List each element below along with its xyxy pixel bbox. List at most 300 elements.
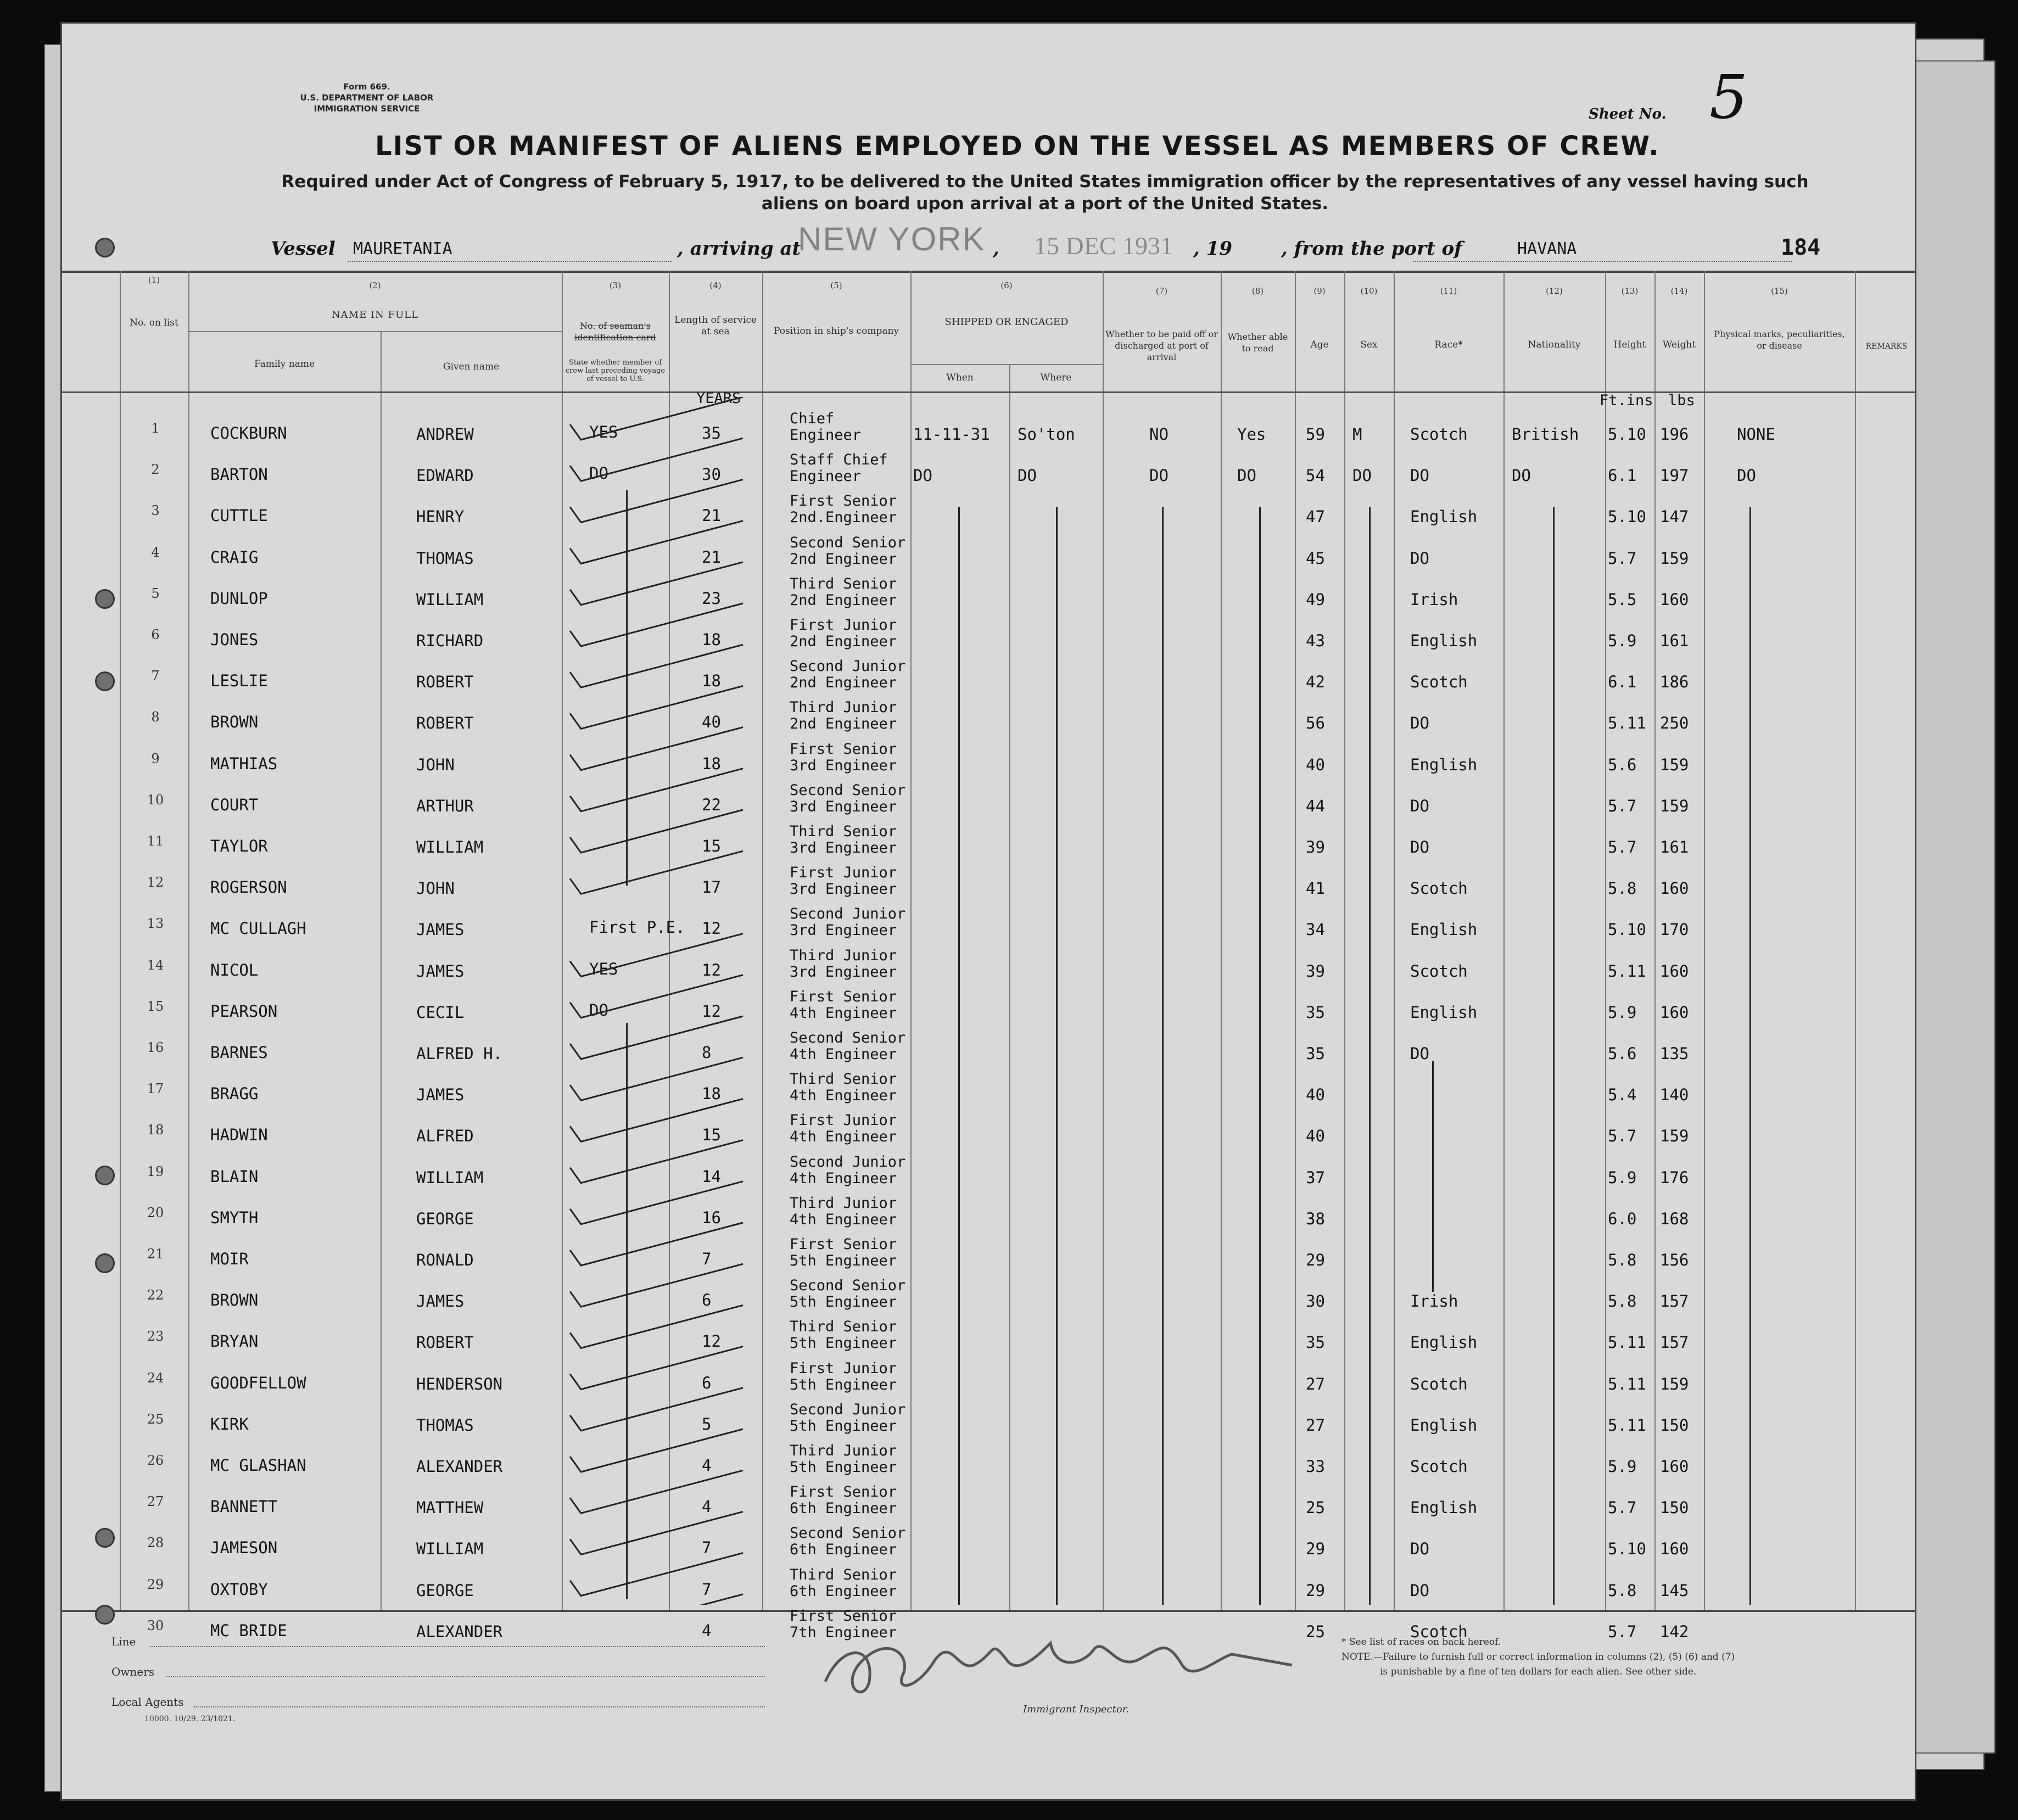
hdr-shipped-engaged: SHIPPED OR ENGAGED	[944, 316, 1069, 328]
check-mark	[570, 934, 743, 977]
age: 56	[1306, 714, 1325, 733]
row-number: 4	[151, 544, 160, 560]
family-name: TAYLOR	[210, 837, 268, 855]
age: 34	[1306, 920, 1325, 939]
previous-voyage: DO	[589, 464, 608, 483]
row-number: 11	[147, 833, 164, 849]
family-name: MC CULLAGH	[210, 919, 306, 938]
given-name: JOHN	[416, 755, 455, 774]
hdr-seaman-note: State whether member of crew last preceding voyage of vessel to U.S.	[565, 359, 666, 383]
check-mark	[570, 1511, 743, 1558]
position-line-2: 2nd Engineer	[790, 715, 897, 733]
check-marks	[562, 397, 792, 1605]
race: English	[1410, 1498, 1478, 1517]
row-number: 29	[147, 1576, 164, 1592]
race: DO	[1410, 1539, 1429, 1559]
age: 25	[1306, 1498, 1325, 1517]
age: 39	[1306, 961, 1325, 981]
age: 42	[1306, 673, 1325, 692]
previous-voyage: YES	[589, 423, 618, 441]
family-name: BANNETT	[210, 1497, 278, 1516]
shipped-when: 11-11-31	[913, 425, 990, 444]
family-name: BRYAN	[210, 1332, 259, 1351]
age: 41	[1306, 879, 1325, 898]
col-num-14: (14)	[1670, 286, 1688, 296]
position-line-1: First Senior	[790, 1236, 897, 1253]
position-line-2: 3rd Engineer	[790, 798, 897, 815]
family-name: SMYTH	[210, 1208, 259, 1227]
position-line-2: 4th Engineer	[790, 1169, 897, 1187]
col-num-8: (8)	[1251, 286, 1264, 296]
hdr-weight: Weight	[1662, 339, 1696, 350]
weight: 160	[1660, 590, 1689, 609]
race: English	[1410, 920, 1478, 939]
check-mark	[570, 562, 743, 608]
given-name: HENRY	[416, 507, 465, 527]
col-num-2: (2)	[369, 281, 381, 290]
check-mark	[570, 851, 743, 897]
years-at-sea: 7	[702, 1580, 712, 1599]
row-number: 17	[147, 1081, 164, 1097]
vessel-name: MAURETANIA	[353, 239, 452, 259]
position-line-1: Third Senior	[790, 575, 897, 592]
from-port-label: , from the port of	[1281, 238, 1462, 260]
height: 5.7	[1608, 1622, 1637, 1641]
vessel-label: Vessel	[271, 238, 336, 260]
binder-hole	[95, 238, 115, 257]
height: 5.11	[1608, 714, 1646, 733]
col-num-13: (13)	[1621, 286, 1639, 296]
height: 5.8	[1608, 1581, 1637, 1600]
years-at-sea: 18	[702, 754, 721, 773]
years-at-sea: 12	[702, 1001, 721, 1021]
row-number: 6	[151, 627, 160, 642]
position-line-2: 5th Engineer	[790, 1252, 897, 1269]
years-at-sea: 12	[702, 960, 721, 979]
age: 33	[1306, 1457, 1325, 1476]
check-mark	[570, 810, 743, 853]
position-line-1: Second Junior	[790, 1153, 906, 1171]
age: 45	[1306, 548, 1325, 568]
col-num-7: (7)	[1155, 286, 1168, 296]
from-port: HAVANA	[1517, 239, 1577, 259]
col-num-11: (11)	[1440, 286, 1457, 296]
race: DO	[1410, 838, 1429, 856]
row-number: 1	[151, 421, 160, 436]
weight: 176	[1660, 1168, 1689, 1187]
given-name: ROBERT	[416, 673, 474, 692]
check-mark	[570, 686, 743, 732]
footer-owners-label: Owners	[111, 1665, 155, 1678]
row-number: 12	[147, 875, 164, 891]
weight: 168	[1660, 1209, 1689, 1228]
family-name: COURT	[210, 795, 259, 814]
height: 5.8	[1608, 1292, 1637, 1311]
col-num-6: (6)	[1000, 281, 1013, 290]
height: 5.10	[1608, 507, 1646, 527]
given-name: WILLIAM	[416, 838, 484, 856]
position-line-2: 4th Engineer	[790, 1211, 897, 1228]
given-name: ANDREW	[416, 425, 474, 444]
check-mark	[570, 769, 743, 814]
row-number: 7	[151, 668, 160, 684]
row-number: 16	[147, 1040, 164, 1055]
position-line-1: First Senior	[790, 988, 897, 1005]
previous-voyage: First P.E.	[589, 918, 685, 937]
age: 47	[1306, 507, 1325, 527]
check-mark	[570, 1016, 743, 1062]
unit-years: YEARS	[696, 390, 741, 407]
weight: 186	[1660, 673, 1689, 692]
family-name: NICOL	[210, 960, 259, 979]
position-line-2: Engineer	[790, 468, 862, 485]
position-line-2: 5th Engineer	[790, 1335, 897, 1352]
age: 35	[1306, 1003, 1325, 1022]
hdr-given-name: Given name	[443, 361, 500, 372]
weight: 150	[1660, 1498, 1689, 1517]
given-name: ALFRED	[416, 1127, 474, 1146]
weight: 157	[1660, 1333, 1689, 1352]
arriving-label: , arriving at	[677, 238, 801, 260]
given-name: JOHN	[416, 879, 455, 898]
years-at-sea: 30	[702, 465, 721, 484]
age: 37	[1306, 1168, 1325, 1187]
height: 5.11	[1608, 961, 1646, 981]
previous-voyage: YES	[589, 959, 618, 978]
binder-hole	[95, 671, 115, 691]
note-fine-1: NOTE.—Failure to furnish full or correct information in columns (2), (5) (6) and (7)	[1341, 1651, 1735, 1662]
race: DO	[1410, 714, 1429, 733]
unit-lbs: lbs	[1668, 392, 1695, 409]
row-number: 14	[147, 957, 164, 973]
position-line-1: Second Junior	[790, 658, 906, 675]
sex: M	[1352, 425, 1362, 444]
position-line-1: Second Senior	[790, 534, 906, 551]
position-line-2: Engineer	[790, 427, 862, 444]
arrival-port-stamp: NEW YORK	[798, 221, 986, 257]
years-at-sea: 35	[702, 424, 721, 443]
race: English	[1410, 1003, 1478, 1022]
given-name: JAMES	[416, 1085, 465, 1105]
check-mark	[570, 1181, 743, 1227]
given-name: EDWARD	[416, 466, 474, 485]
weight: 197	[1660, 466, 1689, 485]
family-name: DUNLOP	[210, 589, 268, 608]
given-name: CECIL	[416, 1003, 465, 1022]
shipped-when: DO	[913, 466, 932, 485]
race: English	[1410, 507, 1478, 527]
race: Scotch	[1410, 425, 1468, 444]
family-name: PEARSON	[210, 1001, 278, 1021]
age: 39	[1306, 838, 1325, 856]
manifest-sheet	[60, 22, 1916, 1801]
position-line-2: 3rd Engineer	[790, 839, 897, 856]
position-line-1: First Senior	[790, 492, 897, 510]
able-to-read: Yes	[1237, 425, 1266, 444]
age: 54	[1306, 466, 1325, 485]
binder-hole	[95, 1253, 115, 1273]
hdr-name-in-full: NAME IN FULL	[331, 309, 419, 321]
position-line-2: 4th Engineer	[790, 1004, 897, 1022]
given-name: THOMAS	[416, 548, 474, 568]
position-line-2: 4th Engineer	[790, 1128, 897, 1146]
position-line-2: 4th Engineer	[790, 1046, 897, 1063]
height: 5.7	[1608, 548, 1637, 568]
page-title: LIST OR MANIFEST OF ALIENS EMPLOYED ON THE VESSEL AS MEMBERS OF CREW.	[375, 131, 1660, 161]
unit-ftins: Ft.ins	[1600, 392, 1653, 409]
given-name: HENDERSON	[416, 1374, 503, 1393]
position-line-1: First Junior	[790, 1359, 897, 1377]
given-name: THOMAS	[416, 1415, 474, 1435]
hdr-no-on-list: No. on list	[130, 317, 178, 328]
position-line-2: 4th Engineer	[790, 1087, 897, 1105]
weight: 161	[1660, 838, 1689, 856]
age: 25	[1306, 1622, 1325, 1641]
position-line-1: Second Senior	[790, 1029, 906, 1046]
family-name: JAMESON	[210, 1538, 278, 1558]
position-line-2: 5th Engineer	[790, 1376, 897, 1393]
check-mark	[570, 1223, 743, 1268]
check-mark	[570, 521, 743, 567]
hdr-nationality: Nationality	[1528, 339, 1581, 350]
able-to-read: DO	[1237, 466, 1256, 485]
weight: 159	[1660, 1127, 1689, 1146]
race: DO	[1410, 796, 1429, 815]
nationality: DO	[1512, 466, 1531, 485]
position-line-2: 3rd Engineer	[790, 757, 897, 774]
col-num-4: (4)	[709, 281, 722, 290]
form-header	[276, 81, 457, 114]
hdr-family-name: Family name	[254, 359, 315, 369]
race: Scotch	[1410, 879, 1468, 898]
weight: 157	[1660, 1292, 1689, 1311]
given-name: JAMES	[416, 961, 465, 981]
given-name: GEORGE	[416, 1209, 474, 1228]
given-name: ROBERT	[416, 714, 474, 733]
years-at-sea: 18	[702, 671, 721, 691]
inspector-signature	[809, 1621, 1303, 1715]
age: 49	[1306, 590, 1325, 609]
age: 44	[1306, 796, 1325, 815]
position-line-1: Third Senior	[790, 823, 897, 840]
given-name: RONALD	[416, 1251, 474, 1269]
row-number: 5	[151, 585, 160, 601]
row-number: 18	[147, 1122, 164, 1138]
race: Irish	[1410, 590, 1458, 609]
col-num-15: (15)	[1771, 286, 1788, 296]
form-number: Form 669.	[343, 82, 390, 92]
position-line-2: 3rd Engineer	[790, 963, 897, 981]
binder-hole	[95, 589, 115, 609]
previous-voyage: DO	[589, 1000, 608, 1020]
check-mark	[570, 479, 743, 525]
position-line-1: First Senior	[790, 1607, 897, 1625]
height: 5.9	[1608, 1168, 1637, 1187]
hdr-position: Position in ship's company	[773, 326, 899, 337]
weight: 160	[1660, 961, 1689, 981]
race: DO	[1410, 1044, 1429, 1063]
position-line-1: Third Junior	[790, 1442, 897, 1459]
family-name: JONES	[210, 630, 259, 649]
row-number: 28	[147, 1535, 164, 1551]
position-line-2: 7th Engineer	[790, 1623, 897, 1641]
given-name: MATTHEW	[416, 1498, 484, 1517]
age: 29	[1306, 1539, 1325, 1559]
age: 43	[1306, 631, 1325, 650]
position-line-2: 6th Engineer	[790, 1582, 897, 1600]
position-line-1: Third Junior	[790, 699, 897, 716]
weight: 147	[1660, 507, 1689, 527]
row-number: 30	[147, 1617, 164, 1633]
race: Scotch	[1410, 1622, 1468, 1641]
weight: 160	[1660, 1539, 1689, 1559]
years-at-sea: 6	[702, 1373, 712, 1392]
weight: 140	[1660, 1085, 1689, 1105]
height: 5.4	[1608, 1085, 1637, 1105]
comma: ,	[993, 238, 999, 260]
position-line-1: First Junior	[790, 864, 897, 882]
height: 5.7	[1608, 1498, 1637, 1517]
height: 5.7	[1608, 838, 1637, 856]
weight: 170	[1660, 920, 1689, 939]
check-mark	[570, 1347, 743, 1390]
row-number: 21	[147, 1246, 164, 1262]
years-at-sea: 23	[702, 589, 721, 608]
height: 5.7	[1608, 1127, 1637, 1146]
height: 5.11	[1608, 1374, 1646, 1393]
position-line-1: First Junior	[790, 617, 897, 634]
family-name: BARTON	[210, 465, 268, 484]
race: Scotch	[1410, 961, 1468, 981]
row-number: 3	[151, 503, 160, 519]
weight: 135	[1660, 1044, 1689, 1063]
height: 5.6	[1608, 1044, 1637, 1063]
hdr-seaman-card: No. of seaman's identification card	[574, 321, 656, 343]
position-line-2: 6th Engineer	[790, 1500, 897, 1517]
race: DO	[1410, 466, 1429, 485]
position-line-2: 2nd Engineer	[790, 591, 897, 609]
hdr-race: Race*	[1434, 339, 1463, 350]
check-mark	[570, 975, 743, 1021]
check-mark	[570, 1264, 743, 1310]
given-name: GEORGE	[416, 1581, 474, 1600]
years-at-sea: 4	[702, 1456, 712, 1475]
binder-hole	[95, 1166, 115, 1185]
row-number: 13	[147, 916, 164, 932]
age: 35	[1306, 1044, 1325, 1063]
inspector-label: Immigrant Inspector.	[1023, 1704, 1130, 1715]
physical-marks: DO	[1737, 466, 1756, 485]
weight: 142	[1660, 1622, 1689, 1641]
family-name: BLAIN	[210, 1167, 259, 1186]
family-name: MC BRIDE	[210, 1621, 287, 1640]
race: Scotch	[1410, 1457, 1468, 1476]
hdr-when: When	[946, 372, 974, 383]
check-mark	[570, 1305, 743, 1351]
check-mark	[570, 1553, 743, 1599]
row-number: 15	[147, 998, 164, 1014]
age: 38	[1306, 1209, 1325, 1228]
age: 29	[1306, 1581, 1325, 1600]
years-at-sea: 6	[702, 1291, 712, 1310]
age: 40	[1306, 755, 1325, 774]
hdr-sex: Sex	[1360, 339, 1378, 350]
given-name: ALEXANDER	[416, 1622, 503, 1641]
years-at-sea: 21	[702, 547, 721, 567]
weight: 160	[1660, 1457, 1689, 1476]
col-num-10: (10)	[1360, 286, 1378, 296]
family-name: BARNES	[210, 1043, 268, 1062]
height: 6.1	[1608, 466, 1637, 485]
years-at-sea: 18	[702, 1084, 721, 1104]
subtitle-line-1: Required under Act of Congress of February 5, 1917, to be delivered to the United States immigration officer by the representatives of any vessel having such	[281, 172, 1809, 192]
given-name: WILLIAM	[416, 1539, 484, 1559]
race: Scotch	[1410, 1374, 1468, 1393]
given-name: JAMES	[416, 1292, 465, 1311]
family-name: KIRK	[210, 1414, 249, 1433]
race: DO	[1410, 1581, 1429, 1600]
position-line-1: Second Junior	[790, 905, 906, 923]
family-name: MATHIAS	[210, 754, 278, 773]
height: 5.10	[1608, 425, 1646, 444]
department: U.S. DEPARTMENT OF LABOR	[300, 93, 434, 103]
weight: 159	[1660, 1374, 1689, 1393]
height: 6.0	[1608, 1209, 1637, 1228]
paid-off: NO	[1149, 425, 1169, 444]
height: 5.9	[1608, 1457, 1637, 1476]
check-mark	[570, 727, 743, 773]
family-name: MOIR	[210, 1250, 249, 1268]
position-line-2: 2nd Engineer	[790, 550, 897, 568]
col-num-12: (12)	[1546, 286, 1563, 296]
row-number: 27	[147, 1494, 164, 1510]
height: 5.11	[1608, 1415, 1646, 1435]
footer-agents-label: Local Agents	[111, 1695, 184, 1709]
given-name: ROBERT	[416, 1333, 474, 1352]
position-line-1: Second Senior	[790, 1525, 906, 1542]
hdr-age: Age	[1310, 339, 1329, 350]
position-line-1: Third Junior	[790, 947, 897, 964]
height: 5.10	[1608, 1539, 1646, 1559]
height: 5.8	[1608, 879, 1637, 898]
subtitle-line-2: aliens on board upon arrival at a port of the United States.	[761, 194, 1329, 214]
sheet-number: 5	[1709, 62, 1748, 132]
check-mark	[570, 438, 743, 484]
age: 29	[1306, 1251, 1325, 1269]
family-name: LESLIE	[210, 671, 268, 691]
height: 6.1	[1608, 673, 1637, 692]
year-label: , 19	[1193, 238, 1232, 260]
binder-hole	[95, 1528, 115, 1548]
years-at-sea: 12	[702, 1332, 721, 1351]
family-name: COCKBURN	[210, 424, 287, 443]
row-number: 2	[151, 462, 160, 478]
col-num-3: (3)	[609, 281, 622, 290]
years-at-sea: 7	[702, 1538, 712, 1558]
years-at-sea: 21	[702, 506, 721, 525]
sheet-label: Sheet No.	[1589, 106, 1667, 122]
check-mark	[570, 1594, 743, 1605]
position-line-1: First Senior	[790, 740, 897, 758]
row-number: 22	[147, 1287, 164, 1303]
check-mark	[570, 1429, 743, 1475]
nationality: British	[1512, 425, 1579, 444]
family-name: MC GLASHAN	[210, 1456, 306, 1475]
position-line-2: 2nd.Engineer	[790, 509, 897, 527]
position-line-1: Second Senior	[790, 781, 906, 799]
hdr-remarks: REMARKS	[1865, 342, 1908, 351]
check-mark	[570, 645, 743, 691]
